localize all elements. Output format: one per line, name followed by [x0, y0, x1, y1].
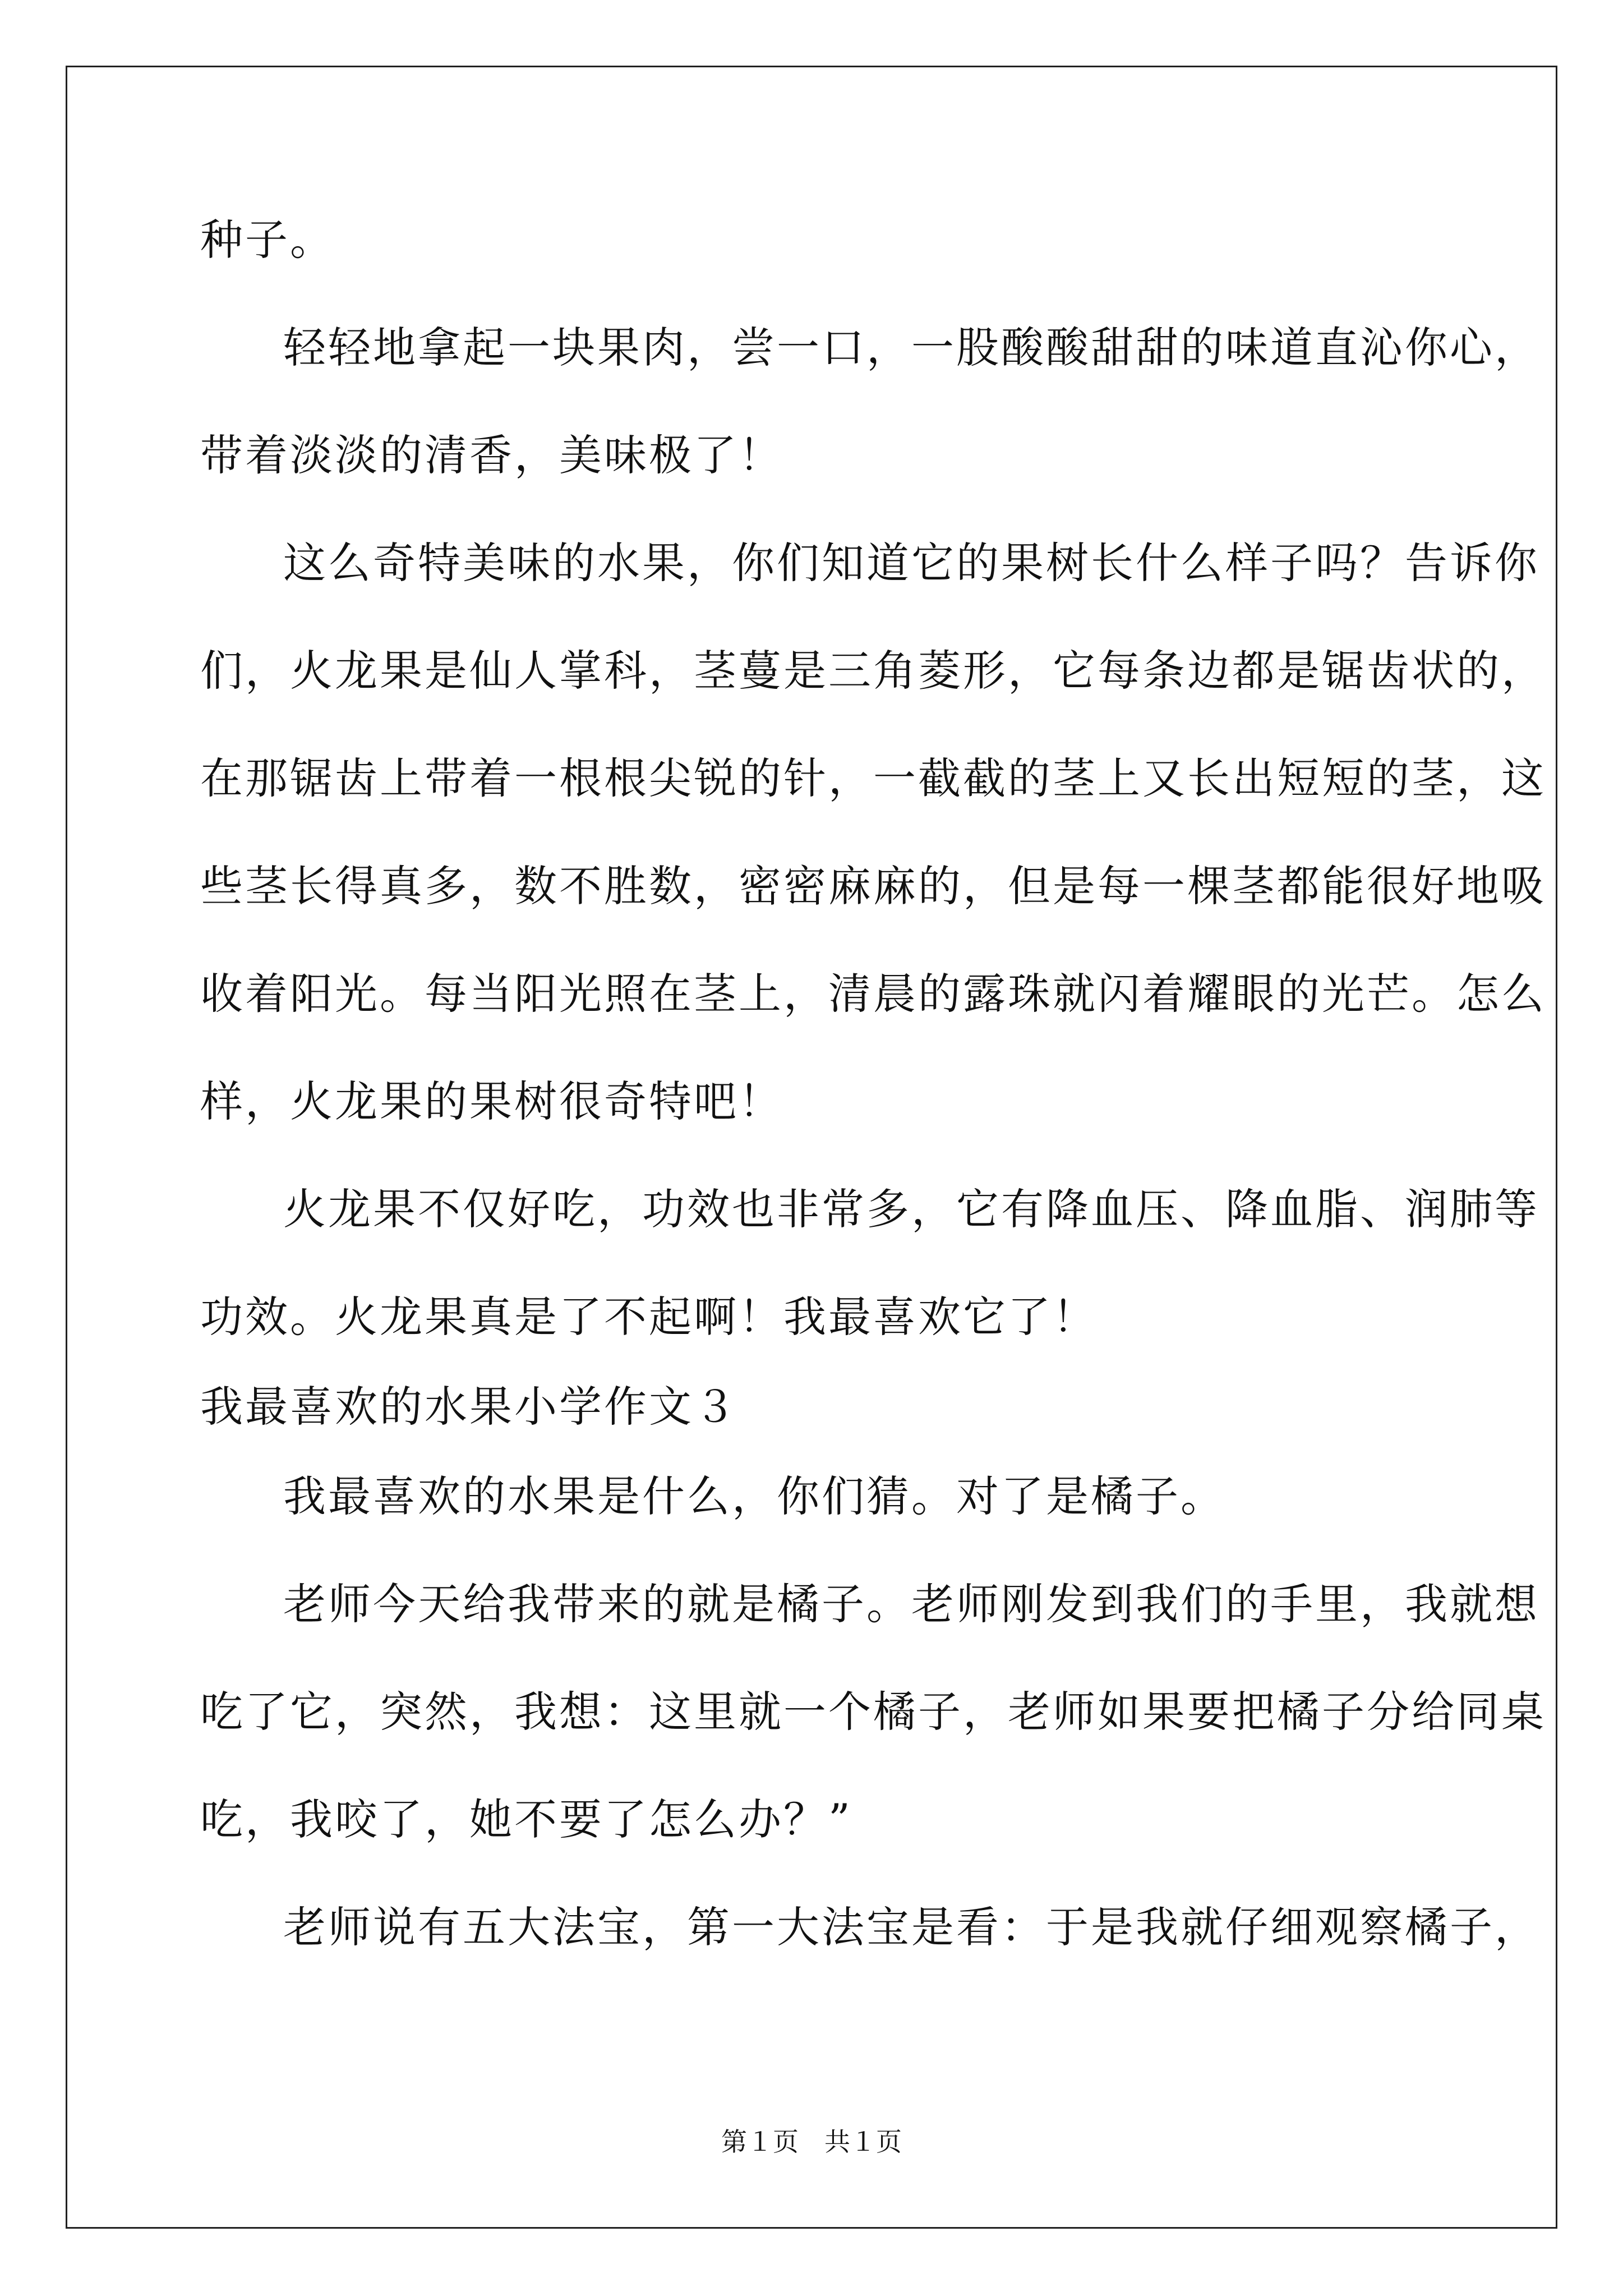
text-line: 轻轻地拿起一块果肉，尝一口，一股酸酸甜甜的味道直沁你心， — [283, 323, 1539, 372]
text-line: 些茎长得真多，数不胜数，密密麻麻的，但是每一棵茎都能很好地吸 — [200, 861, 1546, 911]
text-line: 我最喜欢的水果是什么，你们猜。对了是橘子。 — [283, 1471, 1225, 1521]
text-line: 老师说有五大法宝，第一大法宝是看：于是我就仔细观察橘子， — [283, 1902, 1539, 1952]
text-line: 这么奇特美味的水果，你们知道它的果树长什么样子吗？告诉你 — [283, 538, 1539, 588]
text-line: 吃，我咬了，她不要了怎么办？” — [200, 1795, 852, 1844]
text-line: 们，火龙果是仙人掌科，茎蔓是三角菱形，它每条边都是锯齿状的， — [200, 646, 1546, 696]
text-line: 老师今天给我带来的就是橘子。老师刚发到我们的手里，我就想 — [283, 1579, 1539, 1629]
text-line: 收着阳光。每当阳光照在茎上，清晨的露珠就闪着耀眼的光芒。怎么 — [200, 969, 1546, 1019]
section-heading: 我最喜欢的水果小学作文３ — [200, 1382, 739, 1432]
text-line: 在那锯齿上带着一根根尖锐的针，一截截的茎上又长出短短的茎，这 — [200, 753, 1546, 803]
text-line: 功效。火龙果真是了不起啊！我最喜欢它了！ — [200, 1292, 1098, 1342]
text-line: 带着淡淡的清香，美味极了！ — [200, 430, 783, 480]
text-line: 种子。 — [200, 215, 335, 265]
page-footer: 第１页 共１页 — [721, 2127, 902, 2157]
text-line: 吃了它，突然，我想：这里就一个橘子，老师如果要把橘子分给同桌 — [200, 1687, 1546, 1737]
text-line: 火龙果不仅好吃，功效也非常多，它有降血压、降血脂、润肺等 — [283, 1184, 1539, 1234]
text-line: 样，火龙果的果树很奇特吧！ — [200, 1076, 783, 1126]
